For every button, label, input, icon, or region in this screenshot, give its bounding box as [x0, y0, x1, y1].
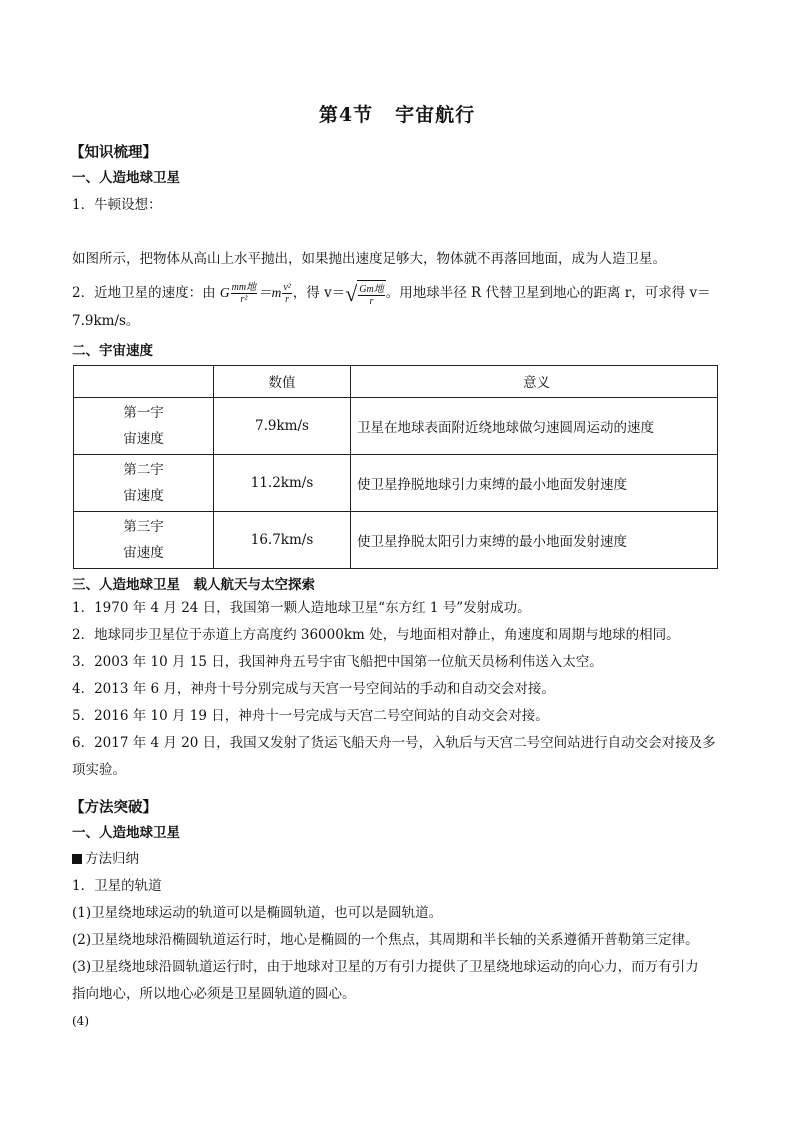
- knowledge-heading: 【知识梳理】: [70, 144, 157, 161]
- orbit-point-2: (2)卫星绕地球沿椭圆轨道运行时，地心是椭圆的一个焦点，其周期和半长轴的关系遵循开普勒第三定律。: [72, 931, 699, 948]
- speed-meaning: 卫星在地球表面附近绕地球做匀速圆周运动的速度: [351, 397, 718, 454]
- page-title: [72, 100, 722, 127]
- table-row: [74, 397, 718, 454]
- table-header-meaning: 意义: [351, 365, 718, 397]
- subheading-cosmic-speed: 二、宇宙速度: [72, 342, 153, 359]
- list-item: 4．2013 年 6 月，神舟十号分别完成与天宫一号空间站的手动和自动交会对接。: [72, 680, 555, 697]
- speed-name: 第一宇 宙速度: [74, 397, 214, 454]
- table-header-value: 数值: [214, 365, 351, 397]
- list-item: 5．2016 年 10 月 19 日，神舟十一号完成与天宫二号空间站的自动交会对接。: [72, 707, 549, 724]
- list-item: 1．1970 年 4 月 24 日，我国第一颗人造地球卫星“东方红 1 号”发射成功。: [72, 599, 531, 616]
- list-item-continued: 项实验。: [72, 761, 126, 778]
- speed-name: 第二宇 宙速度: [74, 454, 214, 511]
- table-header-empty: [74, 365, 214, 397]
- subheading-space-exploration: 三、人造地球卫星 载人航天与太空探索: [72, 576, 315, 593]
- fraction-centripetal: $\frac{\text{v²}}{r}$: [283, 282, 291, 305]
- orbit-point-3-continued: 指向地心，所以地心必须是卫星圆轨道的圆心。: [72, 985, 356, 1002]
- table-row: [74, 454, 718, 511]
- speed-meaning: 使卫星挣脱太阳引力束缚的最小地面发射速度: [351, 511, 718, 568]
- near-earth-speed-value: 7.9km/s。: [72, 312, 140, 329]
- orbit-point-4: (4): [72, 1013, 89, 1028]
- near-earth-speed: 2．近地卫星的速度：由 G $\frac{\text{mm地}}{\text{r²}}$ ＝m $\frac{\text{v²}}{r}$ ，得 v＝ √ $\frac{\text{Gm地}}{r}$ 。用地球半径 R 代替卫星到地心的距离 r，可求得 v＝: [72, 280, 711, 307]
- method-summary: 方法归纳: [72, 847, 722, 867]
- title-text: 宇宙航行: [395, 104, 476, 126]
- sqrt-expression: √ $\frac{\text{Gm地}}{r}$: [345, 280, 384, 307]
- square-bullet-icon: [72, 854, 82, 864]
- orbit-point-1: (1)卫星绕地球运动的轨道可以是椭圆轨道，也可以是圆轨道。: [72, 904, 443, 921]
- list-item: 6．2017 年 4 月 20 日，我国又发射了货运飞船天舟一号，入轨后与天宫二号空间站进行自动交会对接及多: [72, 734, 716, 751]
- table-header-row: [74, 365, 718, 397]
- document-page: [72, 96, 722, 1035]
- newton-description: 如图所示，把物体从高山上水平抛出，如果抛出速度足够大，物体就不再落回地面，成为人造卫星。: [72, 251, 666, 267]
- speed-value: 7.9km/s: [214, 397, 351, 454]
- orbit-point-3: (3)卫星绕地球沿圆轨道运行时，由于地球对卫星的万有引力提供了卫星绕地球运动的向心力，而万有引力: [72, 958, 699, 975]
- table-row: [74, 511, 718, 568]
- orbit-title: 1．卫星的轨道: [72, 877, 162, 894]
- title-section-number: 第4节: [318, 104, 374, 126]
- speed-name: 第三宇 宙速度: [74, 511, 214, 568]
- speed-meaning: 使卫星挣脱地球引力束缚的最小地面发射速度: [351, 454, 718, 511]
- newton-idea: 1．牛顿设想：: [72, 197, 162, 213]
- list-item: 3．2003 年 10 月 15 日，我国神舟五号宇宙飞船把中国第一位航天员杨利伟送入太空。: [72, 653, 603, 670]
- fraction-gravity: $\frac{\text{mm地}}{\text{r²}}$: [231, 282, 257, 305]
- subheading-satellite: 一、人造地球卫星: [72, 170, 180, 186]
- figure-placeholder: [72, 219, 722, 246]
- speed-value: 11.2km/s: [214, 454, 351, 511]
- speed-value: 16.7km/s: [214, 511, 351, 568]
- subheading-method-satellite: 一、人造地球卫星: [72, 824, 180, 841]
- list-item: 2．地球同步卫星位于赤道上方高度约 36000km 处，与地面相对静止，角速度和周期与地球的相同。: [72, 626, 680, 643]
- method-heading: 【方法突破】: [70, 798, 157, 816]
- cosmic-speed-table: [73, 365, 718, 569]
